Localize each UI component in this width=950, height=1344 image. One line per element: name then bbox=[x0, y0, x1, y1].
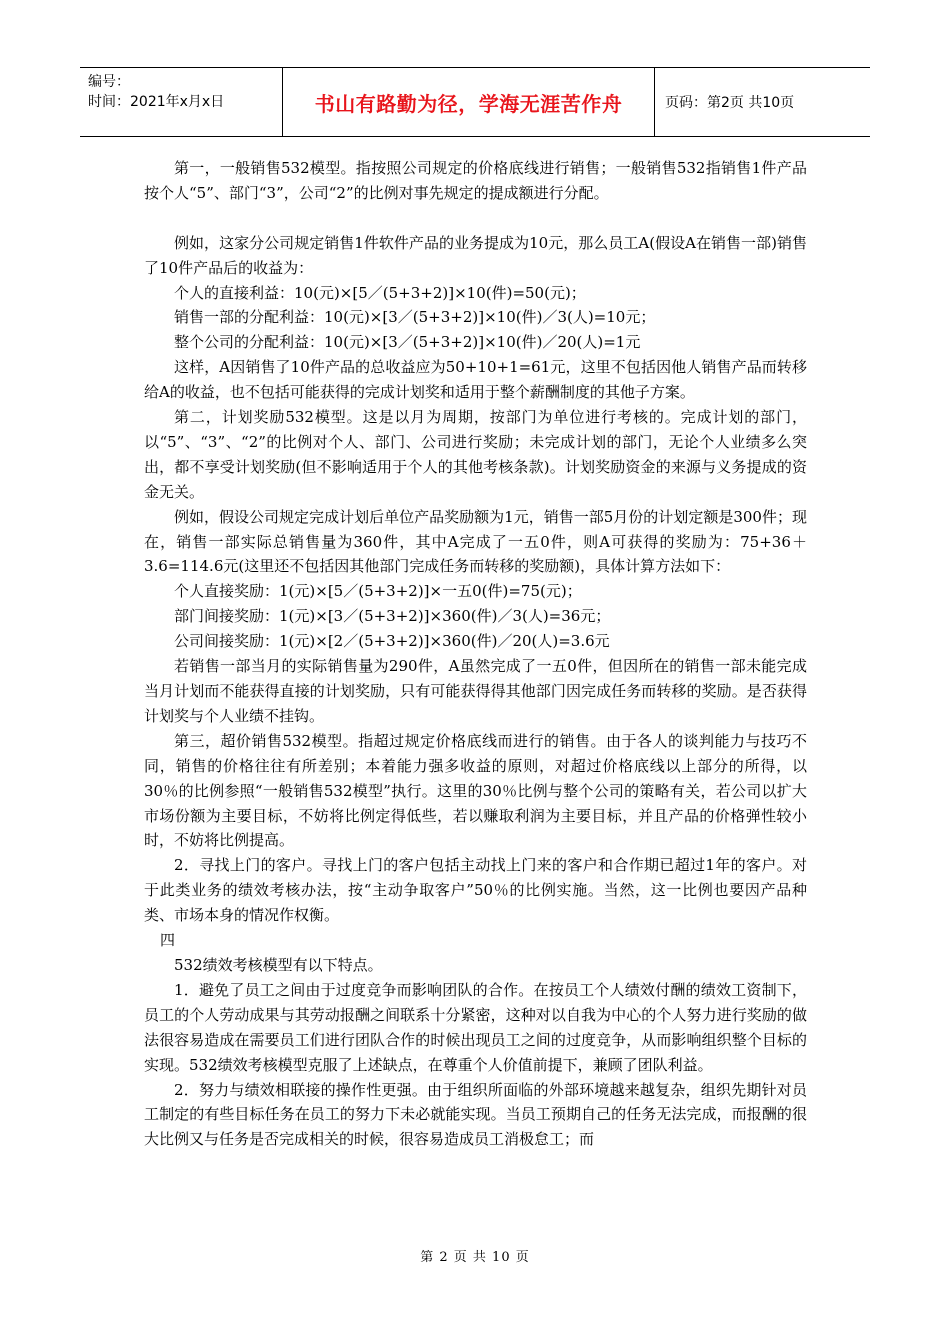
formula-line: 销售一部的分配利益：10(元)×[3／(5+3+2)]×10(件)／3(人)=10元； bbox=[174, 308, 656, 327]
document-body bbox=[144, 156, 807, 1152]
page-footer: 第 2 页 共 10 页 bbox=[420, 1250, 530, 1265]
formula-line: 个人直接奖励：1(元)×[5／(5+3+2)]×一五0(件)=75(元)； bbox=[174, 582, 582, 601]
paragraph: 第一，一般销售532模型。指按照公司规定的价格底线进行销售；一般销售532指销售1件产品按个人“5”、部门“3”，公司“2”的比例对事先规定的提成额进行分配。 bbox=[144, 159, 807, 202]
paragraph: 这样，A因销售了10件产品的总收益应为50+10+1=61元，这里不包括因他人销售产品而转移给A的收益，也不包括可能获得的完成计划奖和适用于整个薪酬制度的其他子方案。 bbox=[144, 358, 807, 402]
formula-line: 个人的直接利益：10(元)×[5／(5+3+2)]×10(件)=50(元)； bbox=[174, 283, 586, 302]
paragraph: 第二，计划奖励532模型。这是以月为周期，按部门为单位进行考核的。完成计划的部门，以“5”、“3”、“2”的比例对个人、部门、公司进行奖励；未完成计划的部门，无论个人业绩多么突出，都不享受计划奖励(但不影响适用于个人的其他考核条款)。计划奖励资金的来源与义务提成的资金无关。 bbox=[144, 408, 807, 501]
doc-number-label: 编号： bbox=[88, 74, 130, 90]
paragraph: 2．寻找上门的客户。寻找上门的客户包括主动找上门来的客户和合作期已超过1年的客户。对于此类业务的绩效考核办法，按“主动争取客户”50％的比例实施。当然，这一比例也要因产品种类、市场本身的情况作权衡。 bbox=[144, 856, 807, 925]
formula-line: 整个公司的分配利益：10(元)×[3／(5+3+2)]×10(件)／20(人)=1元 bbox=[174, 333, 641, 352]
formula-line: 部门间接奖励：1(元)×[3／(5+3+2)]×360(件)／3(人)=36元； bbox=[174, 607, 611, 626]
formula-line: 公司间接奖励：1(元)×[2／(5+3+2)]×360(件)／20(人)=3.6元 bbox=[174, 632, 610, 651]
blank-line bbox=[144, 206, 807, 231]
paragraph: 2．努力与绩效相联接的操作性更强。由于组织所面临的外部环境越来越复杂，组织先期针对员工制定的有些目标任务在员工的努力下未必就能实现。当员工预期自己的任务无法完成，而报酬的很大比例又与任务是否完成相关的时候，很容易造成员工消极怠工；而 bbox=[144, 1080, 807, 1149]
header-motto: 书山有路勤为径，学海无涯苦作舟 bbox=[282, 68, 655, 136]
doc-date-label: 时间：2021年x月x日 bbox=[88, 94, 225, 110]
section-marker: 四 bbox=[160, 931, 176, 950]
page-header bbox=[80, 67, 870, 137]
paragraph: 1．避免了员工之间由于过度竞争而影响团队的合作。在按员工个人绩效付酬的绩效工资制下，员工的个人劳动成果与其劳动报酬之间联系十分紧密，这种对以自我为中心的个人努力进行奖励的做法很容易造成在需要员工们进行团队合作的时候出现员工之间的过度竞争，从而影响组织整个目标的实现。532绩效考核模型克服了上述缺点，在尊重个人价值前提下，兼顾了团队利益。 bbox=[144, 980, 807, 1074]
paragraph: 例如，假设公司规定完成计划后单位产品奖励额为1元，销售一部5月份的计划定额是300件；现在，销售一部实际总销售量为360件，其中A完成了一五0件，则A可获得的奖励为：75+36＋3.6=114.6元(这里还不包括因其他部门完成任务而转移的奖励额)，具体计算方法如下： bbox=[144, 507, 807, 576]
header-meta bbox=[80, 68, 282, 136]
paragraph: 532绩效考核模型有以下特点。 bbox=[174, 955, 383, 974]
paragraph: 若销售一部当月的实际销售量为290件，A虽然完成了一五0件，但因所在的销售一部未能完成当月计划而不能获得直接的计划奖励，只有可能获得得其他部门因完成任务而转移的奖励。是否获得计划奖与个人业绩不挂钩。 bbox=[144, 657, 807, 725]
header-page-info: 页码：第2页 共10页 bbox=[665, 95, 795, 111]
paragraph: 第三，超价销售532模型。指超过规定价格底线而进行的销售。由于各人的谈判能力与技巧不同，销售的价格往往有所差别；本着能力强多收益的原则，对超过价格底线以上部分的所得，以30％的比例参照“一般销售532模型”执行。这里的30％比例与整个公司的策略有关，若公司以扩大市场份额为主要目标，不妨将比例定得低些，若以赚取利润为主要目标，并且产品的价格弹性较小时，不妨将比例提高。 bbox=[144, 731, 807, 850]
paragraph: 例如，这家分公司规定销售1件软件产品的业务提成为10元，那么员工A(假设A在销售一部)销售了10件产品后的收益为： bbox=[144, 233, 807, 277]
